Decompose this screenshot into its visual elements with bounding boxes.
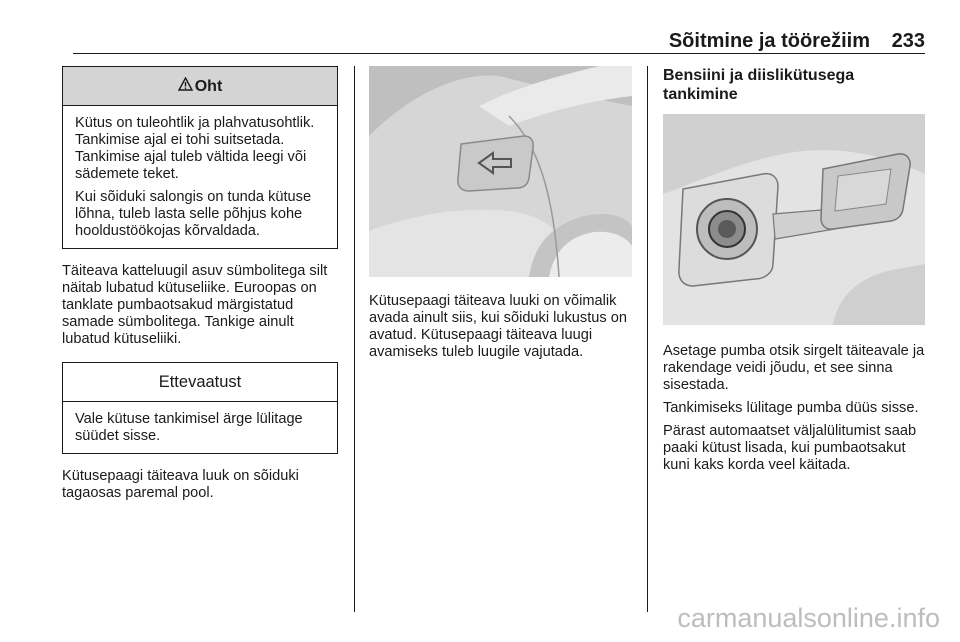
danger-paragraph: Kui sõiduki salongis on tunda kütuse lõhna, tuleb lasta selle põhjus kohe hooldustöökojas kõrvaldada.	[75, 189, 312, 239]
danger-box-body	[63, 106, 337, 248]
danger-paragraph: Kütus on tuleohtlik ja plahvatusohtlik. Tankimise ajal ei tohi suitsetada. Tankimise ajal tuleb vältida leegi või sädemete teket.	[75, 115, 315, 182]
caution-box	[62, 362, 338, 454]
flap-location-paragraph: Kütusepaagi täiteava luuk on sõiduki tagaosas paremal pool.	[62, 468, 299, 501]
caution-box-header	[63, 363, 337, 402]
fuel-label-paragraph: Täiteava katteluugil asuv sümbolitega silt näitab lubatud kütuseliike. Euroopas on tanklate pumbaotsakud märgistatud samade sümbolitega. Tankige ainult lubatud kütuseliiki.	[62, 263, 328, 347]
flap-open-paragraph: Kütusepaagi täiteava luuki on võimalik avada ainult siis, kui sõiduki lukustus on avatud. Kütusepaagi täiteava luugi avamiseks tuleb luugile vajutada.	[369, 293, 627, 360]
watermark: carmanualsonline.info	[677, 603, 940, 633]
insert-nozzle-paragraph: Asetage pumba otsik sirgelt täiteavale ja rakendage veidi jõudu, et see sinna sisestada.	[663, 343, 925, 393]
column-3	[663, 66, 925, 474]
start-fueling-paragraph: Tankimiseks lülitage pumba düüs sisse.	[663, 400, 919, 416]
danger-box-header	[63, 67, 337, 106]
page-header	[0, 0, 960, 58]
column-1	[62, 66, 338, 502]
danger-box	[62, 66, 338, 249]
section-title: Sõitmine ja töörežiim	[668, 30, 870, 52]
section-heading: Bensiini ja diislikütusega tankimine	[663, 67, 855, 103]
fuel-flap-open-illustration	[663, 114, 925, 325]
header-rule	[73, 53, 925, 54]
danger-box-title: Oht	[194, 77, 223, 95]
column-divider-1	[354, 66, 355, 612]
fuel-flap-closed-illustration	[369, 66, 632, 277]
warning-triangle-icon	[178, 77, 193, 95]
column-divider-2	[647, 66, 648, 612]
caution-box-body	[63, 402, 337, 453]
top-up-paragraph: Pärast automaatset väljalülitumist saab paaki kütust lisada, kui pumbaotsakut kuni kaks korda veel käitada.	[663, 423, 917, 473]
caution-paragraph: Vale kütuse tankimisel ärge lülitage süüdet sisse.	[75, 411, 303, 444]
page-number: 233	[891, 30, 925, 52]
caution-box-title: Ettevaatust	[158, 372, 242, 391]
column-2	[369, 66, 632, 361]
